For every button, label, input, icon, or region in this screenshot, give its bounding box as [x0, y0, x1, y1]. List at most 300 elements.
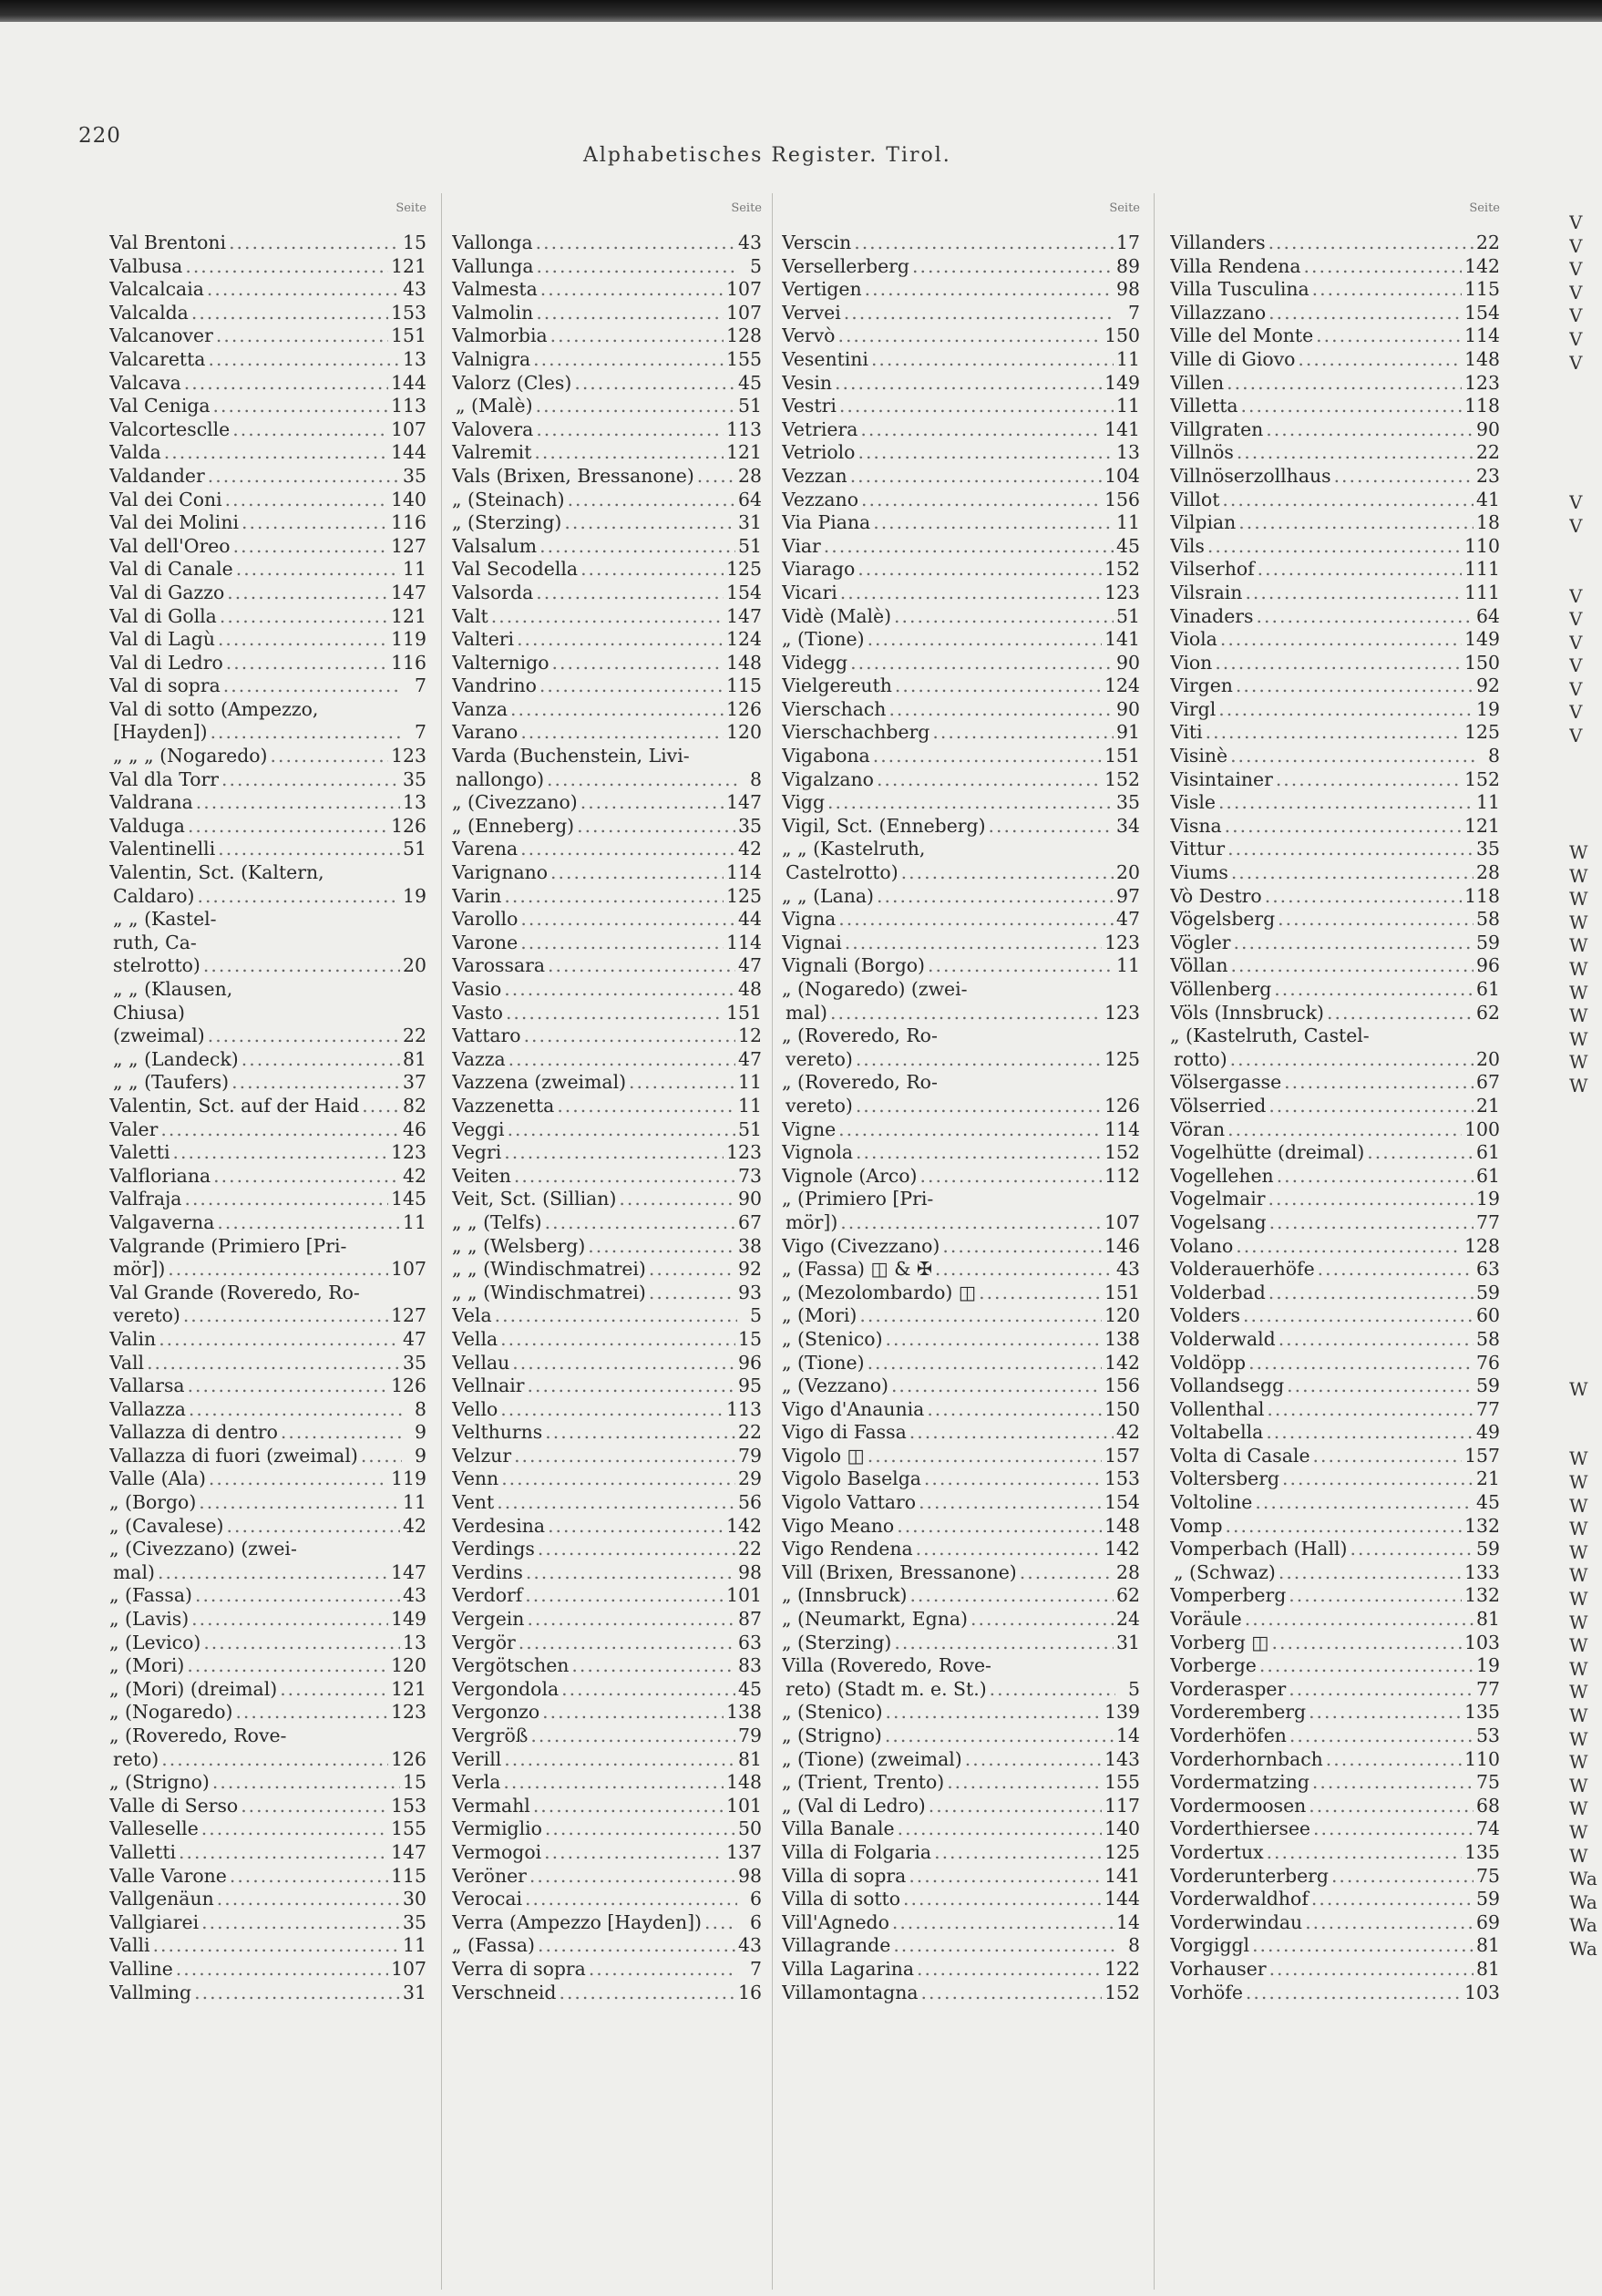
entry-page: 19 [1476, 697, 1500, 720]
leader-dots [838, 908, 1114, 932]
entry-name: Vandrino [452, 674, 537, 697]
leader-dots [201, 1911, 400, 1935]
entry-page: 121 [726, 441, 762, 464]
register-entry [1170, 1398, 1500, 1422]
leader-dots [545, 1421, 735, 1445]
register-entry [782, 1375, 1140, 1398]
leader-dots [921, 1982, 1103, 2005]
leader-dots [589, 1958, 737, 1982]
register-entry [452, 1771, 762, 1795]
entry-name: Vela [452, 1304, 492, 1327]
entry-name: Val di Golla [109, 604, 217, 627]
entry-page: 90 [1476, 417, 1500, 440]
entry-name: Vermogoi [452, 1840, 542, 1863]
leader-dots [1312, 1771, 1474, 1795]
leader-dots [965, 1748, 1102, 1772]
entry-page: 79 [738, 1725, 762, 1746]
leader-dots [508, 1118, 735, 1142]
register-entry [782, 1071, 1140, 1095]
entry-page: 35 [403, 767, 426, 790]
leader-dots [704, 1911, 737, 1935]
leader-dots [1309, 1701, 1462, 1725]
leader-dots [935, 1258, 1114, 1282]
register-entry [109, 1304, 426, 1328]
entry-page: 59 [1476, 931, 1500, 953]
entry-page: 142 [726, 1514, 762, 1537]
register-entry [452, 1538, 762, 1561]
leader-dots [158, 1561, 388, 1585]
leader-dots [1312, 278, 1462, 302]
register-entry [452, 1491, 762, 1515]
entry-name: Valletti [109, 1840, 177, 1863]
entry-page: 113 [391, 395, 426, 417]
entry-page: 93 [738, 1281, 762, 1303]
register-entry [1170, 1445, 1500, 1468]
register-entry [452, 1421, 762, 1445]
entry-name: Vazza [452, 1047, 506, 1070]
entry-name: Verschneid [452, 1981, 557, 2003]
entry-page: 120 [726, 721, 762, 744]
entry-page: 43 [738, 232, 762, 253]
entry-name: Visna [1170, 814, 1222, 837]
leader-dots [868, 628, 1103, 652]
entry-page: 11 [1116, 395, 1140, 417]
entry-name: Vellnair [452, 1375, 525, 1397]
register-entry [1170, 255, 1500, 279]
entry-page: 153 [391, 1794, 426, 1817]
entry-page: 147 [391, 1840, 426, 1863]
register-entry [109, 1048, 426, 1072]
entry-page: 143 [1104, 1747, 1140, 1770]
leader-dots [934, 1841, 1102, 1865]
entry-name: „ (Innsbruck) [782, 1584, 908, 1607]
register-entry [782, 1911, 1140, 1935]
leader-dots [1278, 908, 1474, 932]
entry-page: 23 [1476, 464, 1500, 487]
entry-name: „ „ (Welsberg) [452, 1234, 586, 1257]
entry-name: Volano [1170, 1234, 1234, 1257]
register-entry [782, 1235, 1140, 1259]
leader-dots [927, 1398, 1102, 1422]
entry-page: 13 [403, 1631, 426, 1653]
leader-dots [897, 1515, 1102, 1539]
entry-page: 6 [750, 1910, 762, 1933]
leader-dots [868, 1445, 1102, 1468]
register-entry [1170, 1654, 1500, 1678]
entry-name: Visinè [1170, 745, 1228, 767]
edge-fragment: W [1569, 864, 1588, 887]
entry-page: 15 [738, 1327, 762, 1350]
leader-dots [545, 1211, 735, 1235]
entry-name: Vion [1170, 651, 1213, 674]
leader-dots [199, 1491, 400, 1515]
entry-page: 77 [1476, 1210, 1500, 1233]
register-entry [452, 1748, 762, 1772]
leader-dots [520, 838, 735, 861]
entry-name: Vidè (Malè) [782, 604, 892, 627]
column-header-seite: Seite [731, 201, 762, 215]
entry-page: 51 [738, 534, 762, 557]
edge-fragment: V [1569, 327, 1583, 350]
leader-dots [1284, 1071, 1474, 1095]
entry-page: 153 [1104, 1467, 1140, 1490]
register-entry [109, 395, 426, 418]
entry-page: 116 [391, 511, 426, 534]
leader-dots [1289, 1678, 1474, 1702]
entry-name: Valteri [452, 628, 515, 651]
leader-dots [860, 418, 1102, 442]
entry-page: 62 [1116, 1584, 1140, 1607]
entry-name: Vöran [1170, 1117, 1226, 1140]
register-entry [109, 441, 426, 465]
entry-page: 155 [391, 1817, 426, 1840]
edge-fragment: V [1569, 677, 1583, 700]
register-entry [1170, 932, 1500, 955]
register-entry [452, 1701, 762, 1725]
entry-page: 148 [726, 651, 762, 674]
entry-page: 132 [1464, 1584, 1500, 1607]
leader-dots [191, 302, 388, 325]
register-entry [782, 1211, 1140, 1235]
leader-dots [1266, 418, 1474, 442]
leader-dots [850, 465, 1102, 489]
entry-name: Voltoline [1170, 1491, 1253, 1514]
leader-dots [218, 628, 388, 652]
entry-name: Vollandsegg [1170, 1375, 1285, 1397]
entry-page: 127 [391, 1304, 426, 1327]
entry-page: 64 [1476, 604, 1500, 627]
entry-name: „ (Nogaredo) (zwei- [782, 978, 968, 1000]
entry-name: Verra (Ampezzo [Hayden]) [452, 1910, 703, 1933]
entry-page: 19 [403, 884, 426, 907]
edge-fragment: W [1569, 1797, 1588, 1820]
entry-name: Vigo Rendena [782, 1538, 913, 1560]
entry-name: „ (Schwaz) [1174, 1560, 1276, 1583]
register-entry [452, 1841, 762, 1865]
entry-name: Valetti [109, 1141, 170, 1164]
leader-dots [241, 511, 388, 535]
entry-name: Veit, Sct. (Sillian) [452, 1188, 617, 1210]
entry-name: reto) (Stadt m. e. St.) [786, 1677, 987, 1700]
leader-dots [894, 1632, 1114, 1655]
entry-name: Vigo Meano [782, 1514, 895, 1537]
entry-page: 107 [391, 1957, 426, 1980]
register-entry [109, 582, 426, 605]
leader-dots [218, 838, 400, 861]
entry-name: Vorhöfe [1170, 1981, 1243, 2003]
register-entry [109, 1701, 426, 1725]
leader-dots [550, 324, 724, 348]
register-entry [109, 1725, 426, 1748]
register-entry [1170, 954, 1500, 978]
register-entry [1170, 674, 1500, 698]
entry-name: Vigil, Sct. (Enneberg) [782, 814, 986, 837]
edge-fragment [1569, 1354, 1602, 1378]
entry-page: 126 [726, 697, 762, 720]
register-entry [782, 324, 1140, 348]
edge-fragment [1569, 421, 1602, 445]
leader-dots [547, 768, 737, 792]
entry-page: 11 [1116, 954, 1140, 977]
entry-name: Vigolo ◫ [782, 1444, 865, 1467]
leader-dots [497, 1491, 735, 1515]
register-entry [782, 465, 1140, 489]
leader-dots [928, 954, 1114, 978]
leader-dots [1268, 302, 1462, 325]
register-entry [1170, 1608, 1500, 1632]
register-entry [782, 255, 1140, 279]
entry-name: „ (Fassa) ◫ & ✠ [782, 1258, 932, 1281]
entry-page: 128 [1464, 1234, 1500, 1257]
leader-dots [195, 1584, 400, 1608]
entry-page: 11 [738, 1071, 762, 1094]
entry-page: 58 [1476, 908, 1500, 931]
register-entry [109, 1841, 426, 1865]
register-entry [1170, 652, 1500, 675]
entry-page: 76 [1476, 1351, 1500, 1374]
leader-dots [861, 489, 1102, 512]
leader-dots [577, 815, 735, 839]
entry-name: Vittur [1170, 838, 1226, 860]
edge-fragment: Wa [1569, 1890, 1597, 1913]
entry-page: 107 [726, 301, 762, 324]
entry-name: Völlan [1170, 954, 1228, 977]
entry-name: „ „ (Windischmatrei) [452, 1281, 646, 1303]
entry-page: 145 [391, 1188, 426, 1210]
register-entry [109, 465, 426, 489]
entry-name: Valle di Serso [109, 1794, 239, 1817]
leader-dots [873, 511, 1114, 535]
entry-name: Ville del Monte [1170, 324, 1314, 347]
entry-name: Vorberge [1170, 1654, 1257, 1677]
register-entry [1170, 489, 1500, 512]
register-entry [1170, 1352, 1500, 1375]
register-entry [1170, 372, 1500, 396]
entry-page: 120 [1104, 1304, 1140, 1327]
entry-name: Varone [452, 931, 519, 953]
register-entry [1170, 395, 1500, 418]
edge-fragment [1569, 1401, 1602, 1425]
register-entry [782, 1701, 1140, 1725]
leader-dots [529, 1865, 735, 1889]
edge-fragment: W [1569, 888, 1588, 911]
entry-name: Vogelhütte (dreimal) [1170, 1141, 1365, 1164]
entry-name: (zweimal) [113, 1024, 205, 1047]
entry-page: 60 [1476, 1304, 1500, 1327]
register-entry [452, 1071, 762, 1095]
leader-dots [1268, 232, 1474, 255]
register-entry [452, 511, 762, 535]
register-entry [452, 348, 762, 372]
entry-page: 90 [1116, 697, 1140, 720]
entry-name: „ (Primiero [Pri- [782, 1188, 934, 1210]
register-entry [109, 1398, 426, 1422]
entry-name: „ (Roveredo, Ro- [782, 1071, 938, 1094]
entry-name: „ „ (Taufers) [113, 1071, 230, 1094]
register-entry [109, 1817, 426, 1841]
entry-name: Vallming [109, 1981, 192, 2003]
edge-fragment: V [1569, 211, 1583, 233]
entry-name: Vasio [452, 978, 502, 1000]
entry-page: 157 [1464, 1444, 1500, 1467]
register-entry [1170, 1958, 1500, 1982]
entry-page: 5 [750, 254, 762, 277]
entry-page: 141 [1104, 1864, 1140, 1887]
entry-page: 95 [738, 1375, 762, 1397]
register-entry [1170, 1188, 1500, 1211]
entry-name: Vorderwindau [1170, 1910, 1303, 1933]
leader-dots [580, 791, 724, 815]
entry-name: Vallazza di fuori (zweimal) [109, 1444, 358, 1467]
entry-page: 155 [1104, 1771, 1140, 1794]
entry-page: 147 [391, 581, 426, 603]
leader-dots [1020, 1561, 1114, 1585]
entry-page: 148 [726, 1771, 762, 1794]
edge-fragment [1569, 1425, 1602, 1448]
entry-page: 74 [1476, 1817, 1500, 1840]
register-entry [452, 1934, 762, 1958]
register-entry [109, 932, 426, 955]
entry-page: 61 [1476, 1164, 1500, 1187]
entry-page: 14 [1116, 1910, 1140, 1933]
register-entry [782, 1467, 1140, 1491]
register-entry [452, 1048, 762, 1072]
leader-dots [877, 885, 1114, 909]
leader-dots [649, 1282, 735, 1305]
register-entry [1170, 1515, 1500, 1539]
register-entry [1170, 1911, 1500, 1935]
leader-dots [929, 1795, 1102, 1818]
register-entry [782, 1118, 1140, 1142]
entry-page: 6 [750, 1888, 762, 1910]
entry-name: Vomp [1170, 1514, 1223, 1537]
entry-page: 81 [403, 1047, 426, 1070]
leader-dots [1234, 932, 1474, 955]
edge-fragment: W [1569, 1051, 1588, 1074]
leader-dots [830, 1002, 1102, 1025]
register-entry [1170, 1375, 1500, 1398]
leader-dots [947, 1771, 1102, 1795]
edge-fragment: V [1569, 514, 1583, 537]
register-entry [452, 885, 762, 909]
entry-page: 47 [738, 954, 762, 977]
entry-name: Vellau [452, 1351, 510, 1374]
entry-name: Vorderunterberg [1170, 1864, 1329, 1887]
leader-dots [188, 815, 388, 839]
register-entry [109, 1282, 426, 1305]
leader-dots [229, 232, 400, 255]
register-entry [109, 1071, 426, 1095]
entry-name: Vicari [782, 581, 837, 603]
entry-page: 73 [738, 1164, 762, 1187]
entry-name: Villanders [1170, 232, 1266, 253]
leader-dots [1313, 1445, 1463, 1468]
entry-page: 19 [1476, 1654, 1500, 1677]
entry-page: 112 [1104, 1164, 1140, 1187]
entry-name: Voräule [1170, 1608, 1242, 1631]
entry-page: 156 [1104, 1375, 1140, 1397]
entry-name: Valsorda [452, 581, 534, 603]
register-entry [782, 558, 1140, 582]
edge-fragment: W [1569, 981, 1588, 1004]
register-entry [452, 768, 762, 792]
register-entry [452, 1188, 762, 1211]
leader-dots [536, 395, 735, 418]
entry-name: Villagrande [782, 1934, 891, 1957]
register-entry [782, 1328, 1140, 1352]
leader-dots [233, 535, 388, 559]
leader-dots [528, 1375, 736, 1398]
entry-name: Val di Gazzo [109, 581, 225, 603]
register-entry [1170, 1235, 1500, 1259]
entry-name: Varda (Buchenstein, Livi- [452, 745, 690, 767]
edge-fragment: V [1569, 234, 1583, 257]
register-entry [452, 535, 762, 559]
register-entry [452, 628, 762, 652]
entry-name: Vigolo Vattaro [782, 1491, 917, 1514]
leader-dots [924, 1467, 1102, 1491]
entry-name: Vögler [1170, 931, 1231, 953]
leader-dots [970, 1608, 1114, 1632]
entry-page: 8 [415, 1397, 426, 1420]
register-entry [1170, 745, 1500, 768]
edge-fragment [1569, 1121, 1602, 1145]
leader-dots [857, 441, 1114, 465]
leader-dots [1255, 1491, 1474, 1515]
entry-name: Volderauerhöfe [1170, 1258, 1315, 1281]
entry-name: Villnöserzollhaus [1170, 464, 1331, 487]
entry-page: 45 [1116, 534, 1140, 557]
leader-dots [539, 535, 735, 559]
leader-dots [168, 1258, 388, 1282]
leader-dots [534, 441, 724, 465]
entry-name: Viums [1170, 861, 1228, 884]
register-entry [1170, 861, 1500, 885]
register-entry [452, 791, 762, 815]
leader-dots [1267, 1841, 1463, 1865]
entry-name: „ (Lavis) [109, 1608, 190, 1631]
entry-name: Chiusa) [113, 1001, 185, 1024]
entry-page: 20 [403, 954, 426, 977]
register-entry [452, 465, 762, 489]
register-entry [1170, 698, 1500, 722]
register-entry [452, 1304, 762, 1328]
entry-name: Via Piana [782, 511, 871, 534]
leader-dots [1287, 1375, 1474, 1398]
leader-dots [533, 348, 724, 372]
entry-name: Vervei [782, 301, 841, 324]
entry-name: Valentin, Sct. (Kaltern, [109, 861, 324, 884]
entry-page: 96 [1476, 954, 1500, 977]
entry-name: Vill'Agnedo [782, 1910, 889, 1933]
leader-dots [552, 652, 724, 675]
leader-dots [526, 1561, 735, 1585]
entry-name: Videgg [782, 651, 848, 674]
register-entry [109, 1375, 426, 1398]
leader-dots [856, 1095, 1102, 1118]
register-entry [1170, 628, 1500, 652]
register-entry [109, 535, 426, 559]
leader-dots [1367, 1141, 1474, 1165]
leader-dots [197, 885, 400, 909]
entry-page: 138 [726, 1701, 762, 1724]
entry-name: Valda [109, 441, 161, 464]
entry-name: „ (Stenico) [782, 1327, 883, 1350]
leader-dots [538, 1538, 735, 1561]
register-entry [452, 302, 762, 325]
entry-page: 118 [1464, 884, 1500, 907]
leader-dots [1238, 511, 1474, 535]
